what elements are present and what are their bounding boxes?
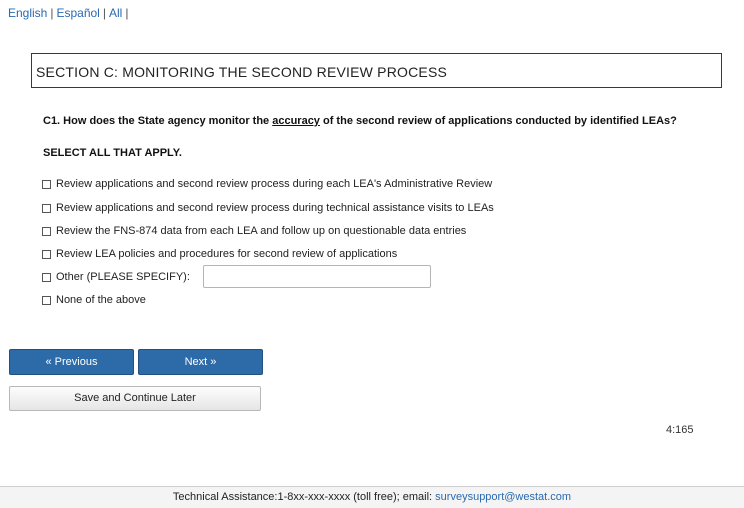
option-label: Review applications and second review process during technical assistance visits to LEAs <box>56 202 494 214</box>
option-lea-policies[interactable] <box>42 248 397 260</box>
support-email-link[interactable]: surveysupport@westat.com <box>435 491 572 503</box>
checkbox[interactable] <box>42 180 51 189</box>
option-other[interactable] <box>42 271 190 283</box>
question-underlined-word: accuracy <box>272 115 320 127</box>
language-separator: | <box>125 6 129 20</box>
checkbox[interactable] <box>42 204 51 213</box>
option-label: Review LEA policies and procedures for second review of applications <box>56 248 398 260</box>
footer <box>0 486 744 508</box>
checkbox[interactable] <box>42 273 51 282</box>
option-technical-assistance[interactable] <box>42 202 494 214</box>
question-text <box>43 115 677 127</box>
question-suffix: of the second review of applications conducted by identified LEAs? <box>319 115 677 127</box>
checkbox[interactable] <box>42 296 51 305</box>
page-identifier: 4:165 <box>666 424 694 436</box>
checkbox[interactable] <box>42 227 51 236</box>
other-specify-input[interactable] <box>203 265 431 288</box>
option-label: Review the FNS-874 data from each LEA and follow up on questionable data entries <box>56 225 467 237</box>
option-label: Review applications and second review process during each LEA's Administrative Review <box>56 178 493 190</box>
footer-text: Technical Assistance:1-8xx-xxx-xxxx (toll free); email: <box>172 491 436 503</box>
question-instruction: SELECT ALL THAT APPLY. <box>43 147 182 159</box>
next-button[interactable]: Next » <box>138 349 263 375</box>
section-title: SECTION C: MONITORING THE SECOND REVIEW PROCESS <box>36 64 448 80</box>
language-espanol-link[interactable]: Español <box>56 6 100 20</box>
previous-button[interactable]: « Previous <box>9 349 134 375</box>
language-all-link[interactable]: All <box>108 6 123 20</box>
language-english-link[interactable]: English <box>8 6 48 20</box>
option-label: None of the above <box>56 294 146 306</box>
language-switcher <box>8 6 131 20</box>
save-continue-later-button[interactable]: Save and Continue Later <box>9 386 261 411</box>
section-header-box <box>31 53 722 88</box>
language-separator: | <box>102 6 106 20</box>
option-label: Other (PLEASE SPECIFY): <box>56 271 190 283</box>
question-prefix: C1. How does the State agency monitor the <box>43 115 273 127</box>
checkbox[interactable] <box>42 250 51 259</box>
option-fns-874-data[interactable] <box>42 225 466 237</box>
option-admin-review[interactable] <box>42 178 492 190</box>
language-separator: | <box>50 6 54 20</box>
option-none[interactable] <box>42 294 146 306</box>
